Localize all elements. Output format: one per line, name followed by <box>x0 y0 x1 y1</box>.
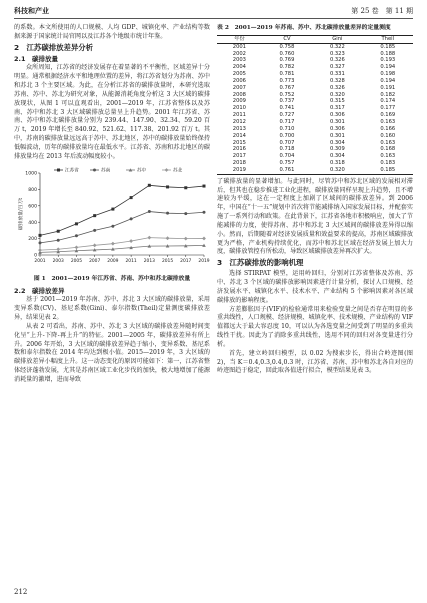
table-cell: 0.727 <box>279 112 295 119</box>
table-row <box>217 119 413 126</box>
table-cell: 0.304 <box>329 139 345 146</box>
data-point <box>57 168 60 171</box>
table-cell: 2003 <box>232 57 246 64</box>
x-tick-label: 2003 <box>52 258 64 264</box>
data-point <box>93 243 97 247</box>
legend-label: 苏南 <box>101 168 111 174</box>
table-body <box>217 43 413 174</box>
data-point <box>57 229 60 232</box>
data-point <box>38 248 42 252</box>
x-tick-label: 2011 <box>125 258 137 264</box>
table-cell: 0.185 <box>380 43 396 50</box>
table-cell: 0.322 <box>329 43 345 50</box>
table-cell: 2018 <box>232 160 246 167</box>
data-point <box>111 224 114 227</box>
paragraph: 选择 STIRPAT 模型，运用岭回归，分别对江苏省整体及苏南、苏中、苏北 3 个区域的碳排放影响因素进行计量分析，探讨人口规模、经济发展水平、城镇化水平、技术水平、产业结构 5 个影响因素对各区域碳排放的影响程度。 <box>217 270 413 304</box>
x-tick-label: 2013 <box>143 258 155 264</box>
table-cell: 2014 <box>232 132 246 139</box>
y-tick-label: 400 <box>28 220 37 226</box>
data-point <box>75 245 79 249</box>
table-cell: 0.169 <box>380 112 396 119</box>
table-cell: 0.718 <box>279 146 295 153</box>
table-cell: 0.707 <box>279 139 295 146</box>
table-cell: 0.317 <box>329 105 345 112</box>
table-cell: 0.781 <box>279 71 295 78</box>
legend-label: 苏中 <box>137 168 147 174</box>
table-cell: 0.185 <box>363 167 413 174</box>
table-row <box>217 126 413 133</box>
data-point <box>39 241 42 244</box>
right-column <box>217 24 413 376</box>
x-tick-label: 2001 <box>34 258 46 264</box>
data-point <box>129 239 133 243</box>
data-point <box>93 214 96 217</box>
table-cell: 0.326 <box>329 57 345 64</box>
data-point <box>165 168 169 172</box>
table-row <box>217 51 413 58</box>
y-tick-label: 1000 <box>25 171 37 177</box>
table-cell: 0.194 <box>380 77 396 84</box>
table-row <box>217 146 413 153</box>
table-cell: 0.320 <box>329 91 345 98</box>
table-cell: 0.769 <box>279 57 295 64</box>
table-cell: 0.191 <box>380 84 396 91</box>
line-chart <box>14 165 210 273</box>
table-row <box>217 85 413 92</box>
y-tick-label: 0 <box>34 253 37 259</box>
table-cell: 0.760 <box>279 50 295 57</box>
x-tick-label: 2005 <box>70 258 83 264</box>
x-tick-label: 2019 <box>198 258 210 264</box>
table-cell: 2011 <box>232 112 246 119</box>
x-tick-label: 2015 <box>161 258 174 264</box>
running-header <box>14 6 413 19</box>
data-point <box>130 196 133 199</box>
section-heading: 2 江苏碳排放差异分析 <box>14 42 94 52</box>
table-cell: 2016 <box>232 146 246 153</box>
table-row <box>217 43 413 50</box>
page-number: 212 <box>14 588 28 596</box>
table-cell: 0.737 <box>279 98 295 105</box>
table-cell: 0.160 <box>380 132 396 139</box>
x-tick-label: 2009 <box>107 258 119 264</box>
data-point <box>148 210 151 213</box>
data-point <box>111 207 114 210</box>
table-cell: 0.301 <box>329 132 345 139</box>
paragraph: 首先，建立岭回归模型，以 0.02 为搜索步长，得出合岭迹图(图 2)，当 K＝0.4,0.3,0.4,0.3 时，江苏省、苏南、苏中和苏北各自对应的岭迹图趋于稳定，回此取各值进行拟合，模型结果见表 3。 <box>217 349 413 375</box>
table-row <box>217 133 413 140</box>
table-cell: 2002 <box>232 50 246 57</box>
table-cell: 0.315 <box>329 98 345 105</box>
table-cell: 2007 <box>232 84 246 91</box>
table-cell: 0.757 <box>279 160 295 167</box>
table-header-row <box>217 35 413 43</box>
paragraph: 的系数。本文所使用的人口规模、人均 GDP、城镇化率、产业结构等数据来源于国家统计局官网以及江苏各个地级市统计年鉴。 <box>14 24 210 40</box>
data-table <box>217 35 413 175</box>
table-cell: 2015 <box>232 139 246 146</box>
table-row <box>217 105 413 112</box>
table-row <box>217 153 413 160</box>
table-cell: 0.309 <box>329 146 345 153</box>
figure-1 <box>14 165 210 273</box>
x-tick-label: 2017 <box>180 258 192 264</box>
table-cell: 0.710 <box>279 125 295 132</box>
left-column <box>14 24 210 385</box>
table-cell: 0.328 <box>329 77 345 84</box>
data-point <box>166 236 170 240</box>
table-row <box>217 78 413 85</box>
paragraph: 了碳排放量的显著增加。与此同时，尽管苏中和苏北区域的发展相对滞后，但其也在稳步推进工业化进程，碳排放量同样呈现上升趋势，且不增速较为平缓，这在一定程度上加剧了区域间的碳排放差异。到 2006 年，中国在“十一五”规划中首次将节能减排纳入国家发展目标，并配套实施了一系列行动和政策。在此背景下，江苏省各地市积极响应，加大了节能减排的力度，使得苏南、苏中和苏北 3 大区域间的碳排放差异得以缩小。然而，后期随着对经济发展质量和效益要求的提高，苏南区域碳排放更为严格，产业机构持续优化，而苏中和苏北区域在经济发展上加大力度，碳排放管控有所松动，导致区域碳排放差异再次扩大。 <box>217 177 413 256</box>
table-cell: 0.163 <box>380 139 396 146</box>
paragraph: 方差膨胀因子(VIF)的检验通常用来检验变量之间是否存在明显的多重共线性，人口规模、经济规模、城镇化率、技术规模、产业结构的 VIF 值都远大于最大容忍度 10，可以认为各选变量之间受到了明显的多重共线性干扰。因此为了消除多重共线性，选用不同的回归对各变量进行分析。 <box>217 305 413 348</box>
paragraph: 众所周知，江苏省的经济发展存在着显著的不平衡性，区域差异十分明显。通常根据经济水平和地理位置的差异，将江苏省划分为苏南、苏中和苏北 3 个主要区域。为此，在分析江苏省的碳排放量时，本研究选取苏南、苏中、苏北为研究对象，从能源消耗角度分析这 3 大区域的碳排放现状，从图 1 可以直观看出，2001—2019 年，江苏省整体以及苏南、苏中和苏北 3 大区域碳排放总量呈上升趋势。2001 年江苏省、苏南、苏中和苏北碳排放量分别为 239.44、147.90、32.34、59.20 百万 t，2019 年增长至 840.92、521.62、117.38、201.92 百万 t。其中，苏南的碳排放量远远高于苏中、苏北地区，苏中的碳排放量始终保持低幅波动，历年的碳排放量均在最低水平。江苏省、苏南和苏北地区的碳排放量均在 2013 年后波动幅度较小。 <box>14 64 210 160</box>
data-point <box>202 236 206 240</box>
table-cell: 0.741 <box>279 105 295 112</box>
table-row <box>217 140 413 147</box>
table-cell: 0.306 <box>329 125 345 132</box>
table-cell: 0.301 <box>329 118 345 125</box>
table-cell: 0.174 <box>380 98 396 105</box>
table-row <box>217 160 413 167</box>
table-cell: 2009 <box>232 98 246 105</box>
series-line <box>40 185 204 235</box>
y-tick-label: 600 <box>28 204 37 210</box>
table-cell: 0.773 <box>279 77 295 84</box>
data-point <box>203 184 206 187</box>
legend-label: 江苏省 <box>65 168 79 174</box>
table-cell: 0.327 <box>329 64 345 71</box>
section-heading: 3 江苏碳排放的影响机理 <box>217 258 304 268</box>
table-caption: 表 2 2001—2019 年苏南、苏中、苏北碳排放量差异的定量测度 <box>217 25 391 31</box>
table-cell: 0.761 <box>262 167 312 174</box>
table-header-cell: Theil <box>363 35 413 43</box>
table-row <box>217 71 413 78</box>
table-cell: 0.704 <box>279 153 295 160</box>
table-cell: 0.194 <box>380 64 396 71</box>
table-cell: 2004 <box>232 64 246 71</box>
data-point <box>184 236 188 240</box>
table-row <box>217 98 413 105</box>
table-cell: 0.304 <box>329 153 345 160</box>
table-header-cell: 年份 <box>217 35 262 43</box>
table-cell: 0.717 <box>279 118 295 125</box>
data-point <box>39 234 42 237</box>
table-cell: 0.767 <box>279 84 295 91</box>
subsection-heading: 2.1 碳排放量 <box>14 54 59 63</box>
y-axis-label: 碳排放量/百万t <box>19 197 24 230</box>
data-point <box>75 234 78 237</box>
table-header-cell: CV <box>262 35 312 43</box>
table-cell: 0.331 <box>329 71 345 78</box>
table-cell: 2001 <box>232 43 246 50</box>
data-point <box>93 229 96 232</box>
table-cell: 0.320 <box>312 167 362 174</box>
table-cell: 0.700 <box>279 132 295 139</box>
table-cell: 2012 <box>232 118 246 125</box>
table-cell: 0.163 <box>380 153 396 160</box>
table-row <box>217 57 413 64</box>
data-point <box>75 222 78 225</box>
issue-label: 第 25 卷 第 11 期 <box>351 7 413 15</box>
table-cell: 0.306 <box>329 112 345 119</box>
table-cell: 2013 <box>232 125 246 132</box>
legend-label: 苏北 <box>173 168 183 174</box>
table-cell: 0.177 <box>380 105 396 112</box>
data-point <box>56 247 60 251</box>
table-cell: 0.326 <box>329 84 345 91</box>
table-cell: 2017 <box>232 153 246 160</box>
table-cell: 0.188 <box>380 50 396 57</box>
table-cell: 0.182 <box>380 91 396 98</box>
y-tick-label: 200 <box>28 236 37 242</box>
data-point <box>111 241 115 245</box>
subsection-heading: 2.2 碳排放差异 <box>14 286 65 295</box>
journal-name: 科技和产业 <box>14 6 49 15</box>
table-row <box>217 92 413 99</box>
table-row <box>217 64 413 71</box>
data-point <box>184 186 187 189</box>
table-cell: 2019 <box>217 167 262 174</box>
data-point <box>147 235 151 239</box>
table-header-cell: Gini <box>312 35 362 43</box>
table-cell: 0.758 <box>279 43 295 50</box>
x-tick-label: 2007 <box>89 258 101 264</box>
data-point <box>57 238 60 241</box>
table-cell: 0.193 <box>380 57 396 64</box>
data-point <box>148 183 151 186</box>
table-cell: 2008 <box>232 91 246 98</box>
table-cell: 0.183 <box>380 160 396 167</box>
table-cell: 0.318 <box>329 160 345 167</box>
table-cell: 0.163 <box>380 118 396 125</box>
table-cell: 0.323 <box>329 50 345 57</box>
table-cell: 0.166 <box>380 125 396 132</box>
table-cell: 2010 <box>232 105 246 112</box>
table-row <box>217 167 413 174</box>
y-tick-label: 800 <box>28 187 37 193</box>
data-point <box>166 211 169 214</box>
paragraph: 基于 2001—2019 年苏南、苏中、苏北 3 大区域的碳排放量，采用变异系数(CV)、基尼系数(Gini)、泰尔指数(Theil)定量测度碳排放差异，结果见表 2。 <box>14 296 210 322</box>
data-point <box>130 217 133 220</box>
data-point <box>166 185 169 188</box>
table-cell: 0.168 <box>380 146 396 153</box>
table-cell: 0.782 <box>279 64 295 71</box>
figure-caption: 图 1 2001—2019 年江苏省、苏南、苏中和苏北碳排放量 <box>33 275 191 282</box>
data-point <box>93 168 96 171</box>
table-cell: 0.198 <box>380 71 396 78</box>
table-row <box>217 112 413 119</box>
paragraph: 从表 2 可看出，苏南、苏中、苏北 3 大区域的碳排放差异随时间变化呈“上升-下降-再上升”的特征。2001—2005 年，碳排放差异有所上升。2006 年开始，3 大区域的碳排放差异趋于缩小，变异系数、基尼系数和泰尔指数在 2014 年均达到极小值。2015—2019 年，3 大区域的碳排放差异小幅度上升。这一动态变化的原因可能如下：第一，江苏省整体经济蓬勃发展，尤其是苏南区域工业化步伐的加快，极大地增加了能源消耗量的激增，进而导致 <box>14 322 210 383</box>
data-point <box>203 210 206 213</box>
table-cell: 2006 <box>232 77 246 84</box>
data-point <box>184 212 187 215</box>
table-cell: 2005 <box>232 71 246 78</box>
table-cell: 0.752 <box>279 91 295 98</box>
